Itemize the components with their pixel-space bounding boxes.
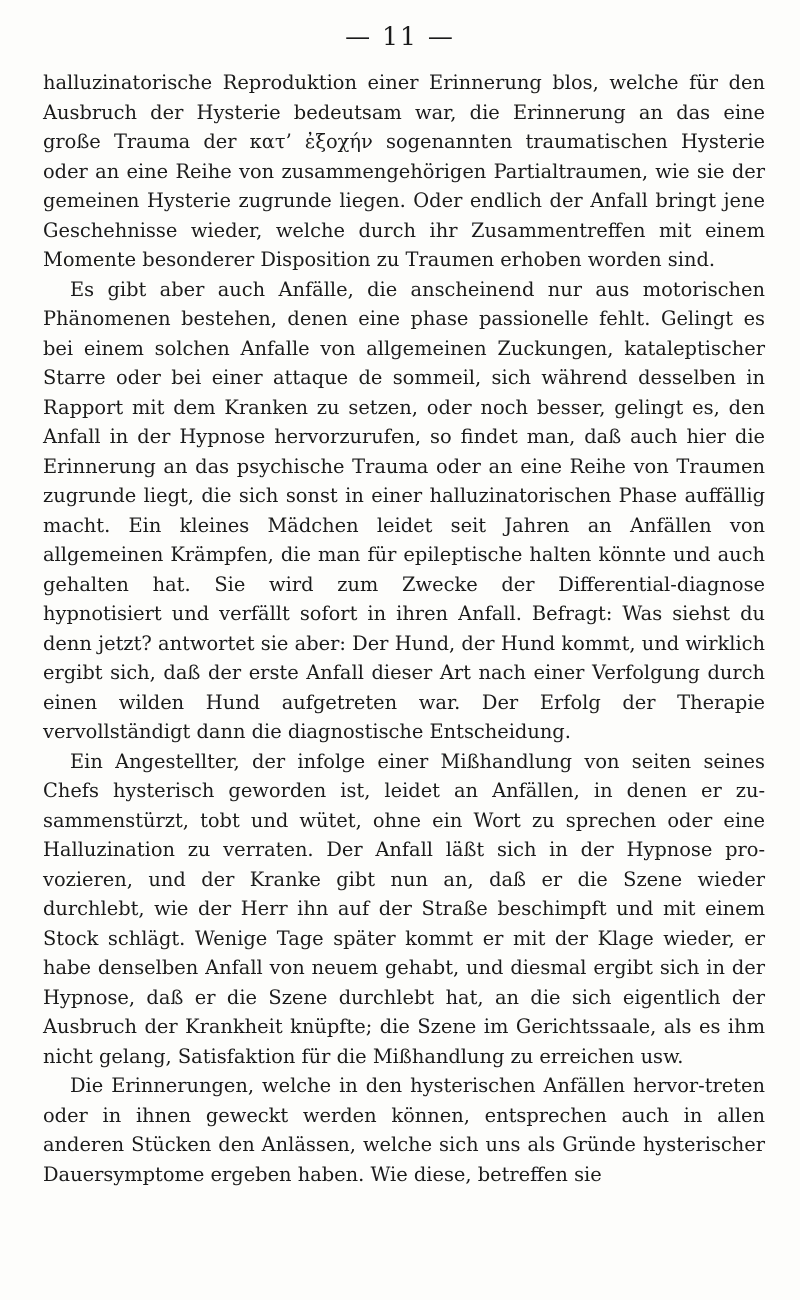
paragraph-4: Die Erinnerungen, welche in den hysterischen Anfällen hervor-treten oder in ihnen geweckt werden können, entsprechen auch in allen anderen Stücken den Anlässen, welche sich uns als Gründe hysterischer Dauersymptome ergeben haben. Wie diese, betreffen sie	[43, 1074, 765, 1186]
page-number: — 11 —	[345, 22, 455, 51]
paragraph-2: Es gibt aber auch Anfälle, die anscheinend nur aus motorischen Phänomenen bestehen, denen eine phase passionelle fehlt. Gelingt es bei einem solchen Anfalle von allgemeinen Zuckungen, kataleptischer Starre oder bei einer attaque de sommeil, sich während desselben in Rapport mit dem Kranken zu setzen, oder noch besser, gelingt es, den Anfall in der Hypnose hervorzurufen, so findet man, daß auch hier die Erinnerung an das psychische Trauma oder an eine Reihe von Traumen zugrunde liegt, die sich sonst in einer halluzinatorischen Phase auffällig macht. Ein kleines Mädchen leidet seit Jahren an Anfällen von allgemeinen Krämpfen, die man für epileptische halten könnte und auch gehalten hat. Sie wird zum Zwecke der Differential-diagnose hypnotisiert und verfällt sofort in ihren Anfall. Befragt: Was siehst du denn jetzt? antwortet sie aber: Der Hund, der Hund kommt, und wirklich ergibt sich, daß der erste Anfall dieser Art nach einer Verfolgung durch einen wilden Hund aufgetreten war. Der Erfolg der Therapie vervollständigt dann die diagnostische Entscheidung.	[43, 277, 765, 743]
paragraph-3: Ein Angestellter, der infolge einer Mißhandlung von seiten seines Chefs hysterisch geworden ist, leidet an Anfällen, in denen er zu-sammenstürzt, tobt und wütet, ohne ein Wort zu sprechen oder eine Halluzination zu verraten. Der Anfall läßt sich in der Hypnose pro-vozieren, und der Kranke gibt nun an, daß er die Szene wieder durchlebt, wie der Herr ihn auf der Straße beschimpft und mit einem Stock schlägt. Wenige Tage später kommt er mit der Klage wieder, er habe denselben Anfall von neuem gehabt, und diesmal ergibt sich in der Hypnose, daß er die Szene durchlebt hat, an die sich eigentlich der Ausbruch der Krankheit knüpfte; die Szene im Gerichtssaale, als es ihm nicht gelang, Satisfaktion für die Mißhandlung zu erreichen usw.	[43, 749, 765, 1068]
paragraph-1: halluzinatorische Reproduktion einer Erinnerung blos, welche für den Ausbruch der Hysterie bedeutsam war, die Erinnerung an das eine große Trauma der κατ’ ἐξοχήν sogenannten traumatischen Hysterie oder an eine Reihe von zusammengehörigen Partialtraumen, wie sie der gemeinen Hysterie zugrunde liegen. Oder endlich der Anfall bringt jene Geschehnisse wieder, welche durch ihr Zusammentreffen mit einem Momente besonderer Disposition zu Traumen erhoben worden sind.	[43, 71, 765, 271]
body-text	[43, 68, 765, 1189]
